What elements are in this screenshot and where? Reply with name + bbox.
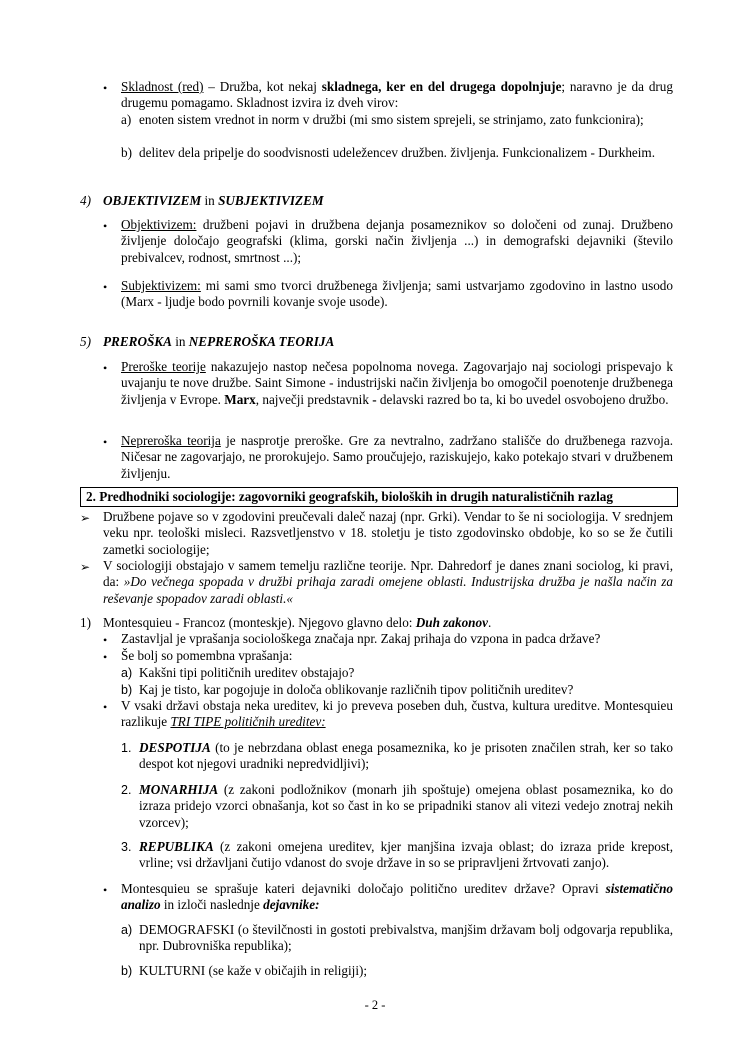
nepreroska-text: je nasprotje preroške. Gre za nevtralno, zadržano stališče do družbenega razvoja. Ničesar ne zagovarjajo, ne prorokujejo. Samo proučujejo, raziskujejo, kako potekajo stvari v družbenem življenju. — [121, 433, 673, 481]
skladnost-item-b: delitev dela pripelje do soodvisnosti udeležencev družben. življenja. Funkcionalizem - Durkheim. — [139, 145, 655, 160]
skladnost-bold: skladnega, ker en del drugega dopolnjuje — [321, 79, 562, 94]
question-item-a: Kakšni tipi političnih ureditev obstajajo? — [139, 665, 355, 680]
bullet-icon: • — [103, 280, 108, 294]
montesquieu-intro-text: Montesquieu - Francoz (monteskje). Njegovo glavno delo: — [103, 615, 416, 630]
page-number: - 2 - — [364, 998, 386, 1012]
factor-demografski: DEMOGRAFSKI (o številčnosti in gostoti prebivalstva, manjšim državam bolj odgovarja republika, npr. Dubrovniška republika); — [139, 922, 673, 954]
factors-label: dejavnike: — [263, 897, 320, 913]
marx-bold: Marx — [224, 391, 256, 407]
montesquieu-intro — [103, 615, 491, 631]
montesquieu-paragraph-3 — [121, 698, 673, 731]
skladnost-paragraph — [121, 79, 673, 112]
list-marker-a: a) — [121, 666, 133, 680]
list-marker-b: b) — [121, 964, 133, 978]
type-1-text: (to je nebrzdana oblast enega posameznika, ko je prisoten značilen strah, ker so tako despot kot njegovi uradniki nepredvidljivi); — [139, 740, 673, 772]
heading-conj: in — [171, 334, 189, 349]
subjektivizem-paragraph — [121, 278, 673, 311]
subjektivizem-label: Subjektivizem: — [121, 278, 201, 293]
heading-part: PREROŠKA — [103, 334, 172, 349]
nepreroska-paragraph — [121, 433, 673, 482]
skladnost-text-1: – Družba, kot nekaj — [203, 79, 322, 94]
type-2-text: (z zakoni podložnikov (monarh jih spoštuje) omejena oblast posameznika, ko do izraza pridejo vzorci obnašanja, kot so čast in ko se pripadniki stanov ali vitezi vedejo znotraj nekih vzorcev); — [139, 782, 673, 830]
question-item-b: Kaj je tisto, kar pogojuje in določa oblikovanje različnih tipov političnih ureditev? — [139, 682, 574, 697]
chapter-2-title: 2. Predhodniki sociologije: zagovorniki geografskih, bioloških in drugih naturalističnih razlag — [80, 487, 678, 507]
list-marker-a: a) — [121, 923, 133, 937]
preroske-label: Preroške teorije — [121, 359, 206, 374]
type-monarhija — [139, 782, 673, 831]
heading-part: OBJEKTIVIZEM — [103, 193, 202, 208]
subjektivizem-text: mi sami smo tvorci družbenega življenja; sami ustvarjamo zgodovino in lastno usodo (Marx - ljudje bodo povrnili kovanje svoje usode). — [121, 278, 673, 310]
preroske-text-2: , največji predstavnik — [255, 391, 373, 407]
skladnost-label: Skladnost (red) — [121, 79, 204, 94]
montesquieu-number: 1) — [80, 615, 91, 630]
predhodniki-paragraph-2 — [103, 558, 673, 607]
bullet-icon: • — [103, 361, 108, 375]
type-2-number: 2. — [121, 783, 132, 797]
three-types-underlined: TRI TIPE političnih ureditev: — [170, 714, 326, 730]
type-3-text: (z zakoni omejena ureditev, kjer manjšina izvaja oblast; do izraza pride krepost, vrline; vsi državljani čutijo vdanost do svoje države in so se pripravljeni žrtvovati zanjo). — [139, 839, 673, 871]
objektivizem-label: Objektivizem: — [121, 217, 197, 232]
heading-conj: in — [201, 193, 219, 208]
montesquieu-work: Duh zakonov — [415, 615, 488, 630]
predhodniki-paragraph-1: Družbene pojave so v zgodovini preučevali daleč nazaj (npr. Grki). Vendar to še ni sociologija. V srednjem veku npr. teološki misleci. Razsvetljenstvo v 18. stoletju je tisto zgodovinsko obdobje, ko so se že čutili zametki sociologije; — [103, 509, 673, 557]
list-marker-b: b) — [121, 145, 132, 160]
bullet-icon: • — [103, 81, 108, 95]
bullet-icon: • — [103, 883, 108, 897]
type-1-name: DESPOTIJA — [139, 740, 211, 755]
section-5-heading — [103, 334, 334, 350]
type-1-number: 1. — [121, 741, 132, 755]
skladnost-text-2: ; naravno je da drug drugemu pomagamo. Skladnost izvira iz dveh virov: — [121, 79, 673, 111]
montesquieu-intro-end: . — [487, 615, 492, 630]
objektivizem-text: družbeni pojavi in družbena dejanja posameznikov so določeni od zunaj. Družbeno življenje določajo geografski (klima, gorski način življenja ...) in demografski dejavniki (število prebivalcev, rodnost, smrtnost ...); — [121, 217, 673, 265]
bullet-icon: • — [103, 219, 108, 233]
preroske-text-3: delavski razred bo ta, ki bo uvedel osvobojeno družbo. — [376, 391, 669, 407]
skladnost-item-a: enoten sistem vrednot in norm v družbi (mi smo sistem sprejeli, se strinjamo, zato funkcionira); — [139, 112, 644, 127]
section-4-heading — [103, 193, 324, 209]
preroske-dash: - — [372, 391, 377, 407]
montesquieu-question-2: Še bolj so pomembna vprašanja: — [121, 648, 293, 663]
section-5-number: 5) — [80, 334, 91, 349]
preroske-paragraph — [121, 359, 673, 408]
arrow-bullet-icon: ➢ — [80, 560, 91, 574]
dahrendorf-quote: »Do večnega spopada v družbi prihaja zaradi omejene oblasti. Industrijska družba je našla način za reševanje spopadov zaradi oblasti.« — [103, 574, 673, 606]
bullet-icon: • — [103, 700, 108, 714]
type-2-name: MONARHIJA — [139, 782, 219, 797]
type-despotija — [139, 740, 673, 773]
bullet-icon: • — [103, 435, 108, 449]
type-republika — [139, 839, 673, 872]
preroske-text-1: nakazujejo nastop nečesa popolnoma novega. Zagovarjajo naj sociologi prispevajo k uvajanju te nove družbe. Saint Simone - industrijski način življenja bo omogočil poenotenje družbenega življenja v Evrope. — [121, 359, 674, 407]
type-3-name: REPUBLIKA — [139, 839, 214, 854]
list-marker-a: a) — [121, 112, 132, 127]
factors-text-1: Montesquieu se sprašuje kateri dejavniki določajo politično ureditev države? Opravi — [121, 881, 606, 896]
type-3-number: 3. — [121, 840, 132, 854]
bullet-icon: • — [103, 633, 108, 647]
factor-kulturni: KULTURNI (se kaže v običajih in religiji); — [139, 963, 368, 978]
three-types-text: V vsaki državi obstaja neka ureditev, ki jo preveva poseben duh, čustva, kultura ureditve. Montesquieu razlikuje — [121, 698, 673, 730]
factors-paragraph — [121, 881, 673, 914]
objektivizem-paragraph — [121, 217, 673, 266]
nepreroska-label: Nepreroška teorija — [121, 433, 221, 448]
section-4-number: 4) — [80, 193, 91, 208]
list-marker-b: b) — [121, 683, 133, 697]
montesquieu-question-1: Zastavljal je vprašanja sociološkega značaja npr. Zakaj prihaja do vzpona in padca države? — [121, 631, 601, 646]
factors-analysis: sistematično analizo — [121, 881, 673, 913]
heading-part: NEPREROŠKA TEORIJA — [188, 334, 335, 349]
factors-text-2: in izloči naslednje — [160, 897, 264, 913]
heading-part: SUBJEKTIVIZEM — [218, 193, 324, 208]
arrow-bullet-icon: ➢ — [80, 511, 91, 525]
dahrendorf-text: V sociologiji obstajajo v samem temelju različne teorije. Npr. Dahredorf je danes znani sociolog, ki pravi, da: — [103, 558, 673, 590]
bullet-icon: • — [103, 650, 108, 664]
